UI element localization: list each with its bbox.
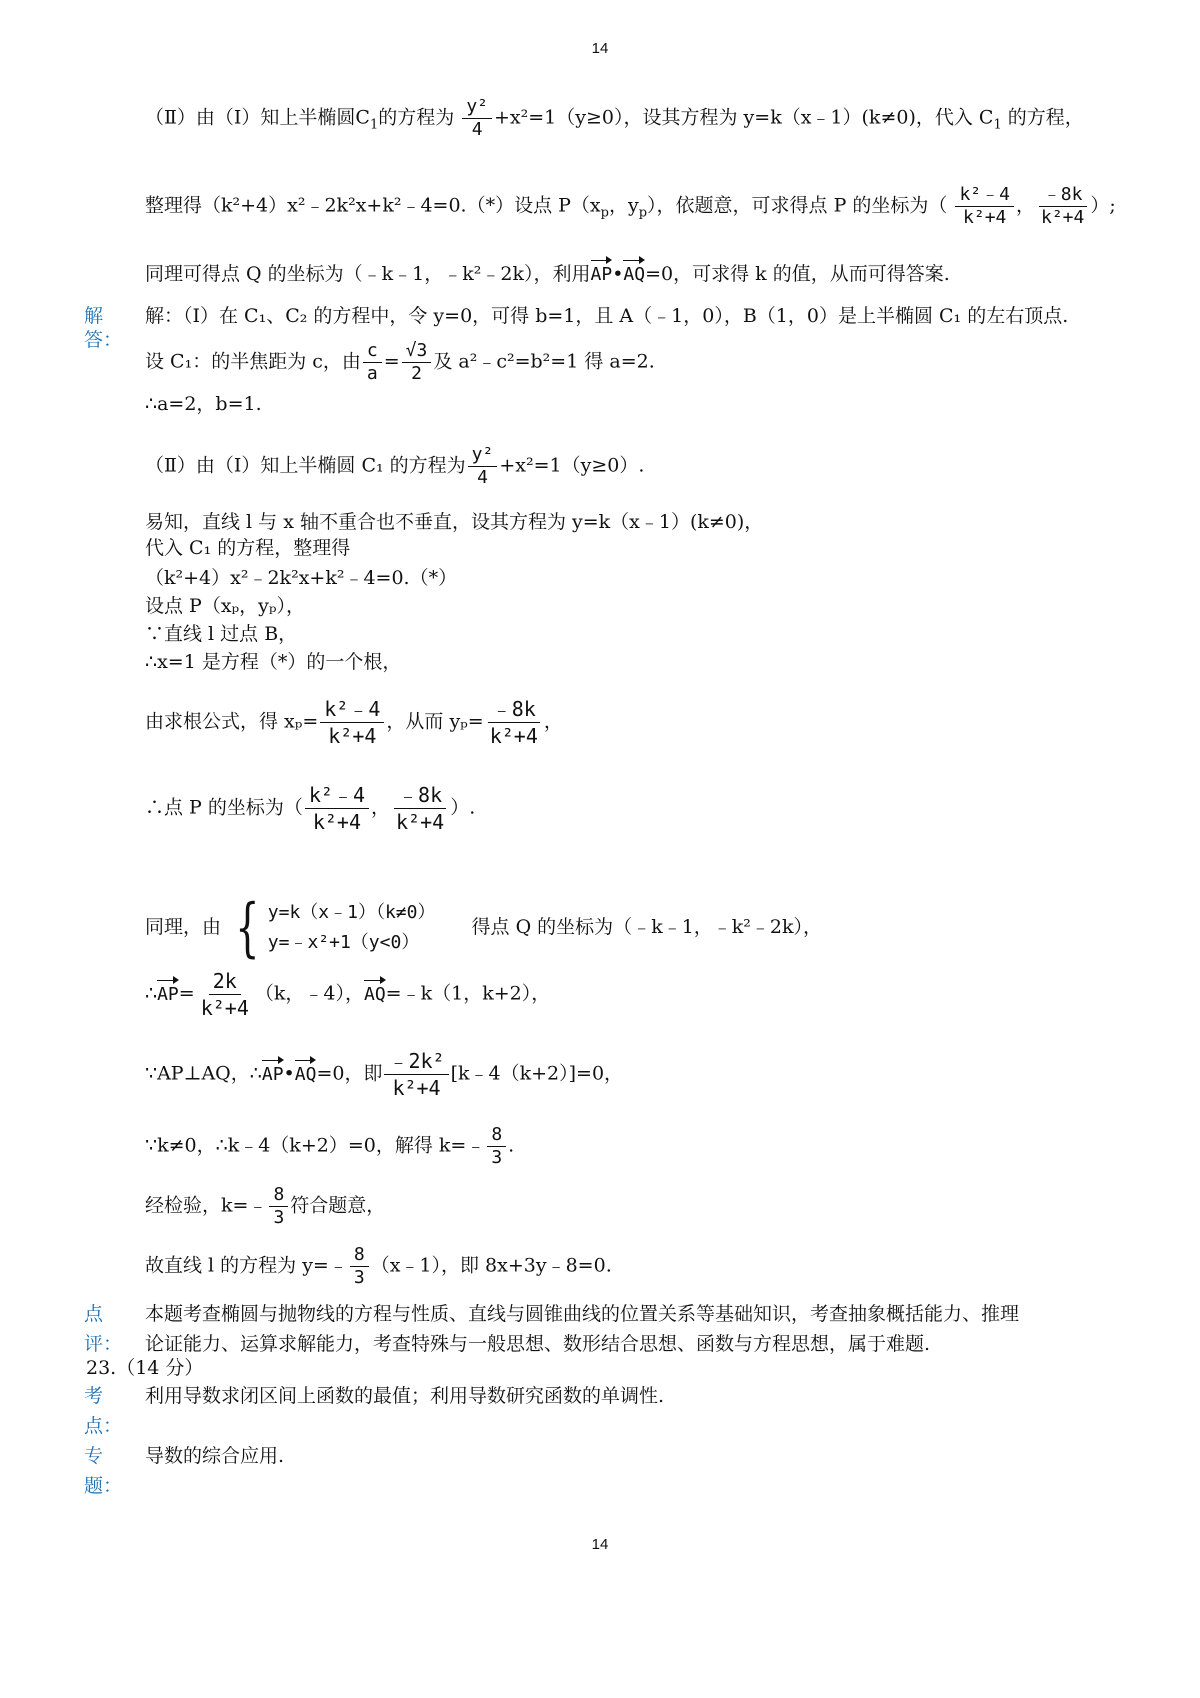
- page-number-top: 14: [591, 40, 609, 57]
- vector-ap: AP: [590, 264, 613, 285]
- subject-line: 导数的综合应用.: [145, 1445, 285, 1467]
- solution-label: 解答：: [84, 305, 123, 351]
- comment-line-2: 论证能力、运算求解能力，考查特殊与一般思想、数形结合思想、函数与方程思想，属于难题.: [145, 1333, 931, 1355]
- fraction: $\frac{√3}{2}$: [402, 340, 432, 385]
- solution-line-7: （k²+4）x²﹣2k²x+k²﹣4=0.（*）: [145, 567, 458, 589]
- subject-label-1: 专: [84, 1445, 104, 1467]
- solution-line-1: 解：（Ⅰ）在 C₁、C₂ 的方程中，令 y=0，可得 b=1，且 A（﹣1，0），B（1，0）是上半椭圆 C₁ 的左右顶点.: [145, 305, 1069, 327]
- comment-line-1: 本题考查椭圆与抛物线的方程与性质、直线与圆锥曲线的位置关系等基础知识，考查抽象概括能力、推理: [145, 1303, 1020, 1325]
- solution-line-15: ∵AP⊥AQ，∴AP•AQ=0，即 $\frac{\text{﹣2k²}}{\text{k²+4}}$ [k﹣4（k+2）]=0，: [145, 1049, 624, 1100]
- solution-line-11: 由求根公式，得 xₚ= $\frac{\text{k²﹣4}}{\text{k²+4}}$ ，从而 yₚ= $\frac{﹣8k}{\text{k²+4}}$ ，: [145, 697, 563, 748]
- solution-line-5: 易知，直线 l 与 x 轴不重合也不垂直，设其方程为 y=k（x﹣1）(k≠0)，: [145, 511, 764, 533]
- analysis-line-2: 整理得（k²+4）x²﹣2k²x+k²﹣4=0.（*）设点 $P(x_p$，$y_p$），依题意，可求得点 P 的坐标为（ $\frac{\text{k²﹣4}}{\text{k²+4}}$ ， $\frac{﹣8k}{\text{k²+4}}$ ）;: [145, 184, 1116, 228]
- topic-label-2: 点：: [84, 1415, 123, 1437]
- analysis-line-1: （Ⅱ）由（Ⅰ）知上半椭圆$C_1$的方程为 $\frac{\text{y²}}{4}$ +x²=1（y≥0），设其方程为 y=k（x﹣1）(k≠0)，代入 $C_1$ 的方程，: [145, 96, 1084, 140]
- fraction: $\frac{\text{y²}}{4}$: [462, 96, 492, 141]
- fraction: $\frac{\text{k²﹣4}}{\text{k²+4}}$: [955, 184, 1014, 229]
- vector-aq: AQ: [623, 264, 646, 285]
- solution-line-6: 代入 C₁ 的方程，整理得: [145, 537, 351, 559]
- brace-icon: {: [235, 891, 260, 965]
- vector-ap: AP: [157, 983, 179, 1005]
- question-23-heading: 23.（14 分）: [86, 1357, 204, 1379]
- fraction: $\frac{﹣8k}{\text{k²+4}}$: [396, 783, 445, 834]
- fraction: $\frac{﹣8k}{\text{k²+4}}$: [489, 697, 538, 748]
- fraction: $\frac{\text{k²﹣4}}{\text{k²+4}}$: [320, 696, 384, 749]
- topic-label-1: 考: [84, 1385, 104, 1407]
- topic-line: 利用导数求闭区间上函数的最值；利用导数研究函数的单调性.: [145, 1385, 665, 1407]
- fraction: $\frac{2k}{\text{k²+4}}$: [200, 969, 249, 1020]
- fraction: $\frac{\text{﹣2k²}}{\text{k²+4}}$: [384, 1048, 448, 1101]
- comment-label-2: 评：: [84, 1333, 123, 1355]
- solution-line-9: ∵直线 l 过点 B，: [145, 623, 298, 645]
- fraction: $\frac{﹣8k}{\text{k²+4}}$: [1037, 184, 1088, 229]
- solution-line-16: ∵k≠0，∴k﹣4（k+2）=0，解得 k=﹣ $\frac{8}{3}$ .: [145, 1124, 515, 1168]
- solution-line-13: 同理，由 { y=k（x﹣1）（k≠0） y=﹣x²+1（y<0） 得点 Q 的坐标为（﹣k﹣1，﹣k²﹣2k），: [145, 891, 823, 965]
- analysis-line-3: 同理可得点 Q 的坐标为（﹣k﹣1，﹣k²﹣2k），利用AP•AQ=0，可求得 k 的值，从而可得答案.: [145, 263, 950, 285]
- vector-ap: AP: [261, 1063, 284, 1085]
- vector-aq: AQ: [294, 1063, 317, 1085]
- vector-aq: AQ: [363, 983, 386, 1005]
- solution-line-3: ∴a=2，b=1.: [145, 393, 262, 415]
- comment-label-1: 点: [84, 1303, 104, 1325]
- solution-line-4: （Ⅱ）由（Ⅰ）知上半椭圆 C₁ 的方程为 $\frac{\text{y²}}{4}$ +x²=1（y≥0）.: [145, 444, 645, 488]
- fraction: $\frac{\text{y²}}{4}$: [468, 444, 498, 489]
- fraction: $\frac{8}{3}$: [269, 1184, 288, 1229]
- solution-line-18: 故直线 l 的方程为 y=﹣ $\frac{8}{3}$ （x﹣1），即 8x+3y﹣8=0.: [145, 1244, 612, 1288]
- fraction: $\frac{\text{k²﹣4}}{\text{k²+4}}$: [305, 782, 369, 835]
- fraction: $\frac{c}{a}$: [363, 340, 382, 385]
- equation-system: { y=k（x﹣1）（k≠0） y=﹣x²+1（y<0）: [235, 891, 436, 965]
- solution-line-14: ∴AP= $\frac{2k}{\text{k²+4}}$ （k，﹣4），AQ=﹣k（1，k+2），: [145, 969, 551, 1020]
- fraction: $\frac{8}{3}$: [487, 1124, 506, 1169]
- subject-label-2: 题：: [84, 1475, 123, 1497]
- solution-line-10: ∴x=1 是方程（*）的一个根，: [145, 651, 402, 673]
- solution-line-17: 经检验，k=﹣ $\frac{8}{3}$ 符合题意，: [145, 1184, 386, 1228]
- fraction: $\frac{8}{3}$: [350, 1244, 369, 1289]
- solution-line-12: ∴点 P 的坐标为（ $\frac{\text{k²﹣4}}{\text{k²+4}}$ ， $\frac{﹣8k}{\text{k²+4}}$ ）.: [145, 783, 476, 834]
- page-number-bottom: 14: [591, 1536, 609, 1553]
- solution-line-2: 设 C₁：的半焦距为 c，由 $\frac{c}{a}$ = $\frac{√3}{2}$ 及 a²﹣c²=b²=1 得 a=2.: [145, 340, 655, 384]
- solution-line-8: 设点 P（xₚ，yₚ），: [145, 595, 305, 617]
